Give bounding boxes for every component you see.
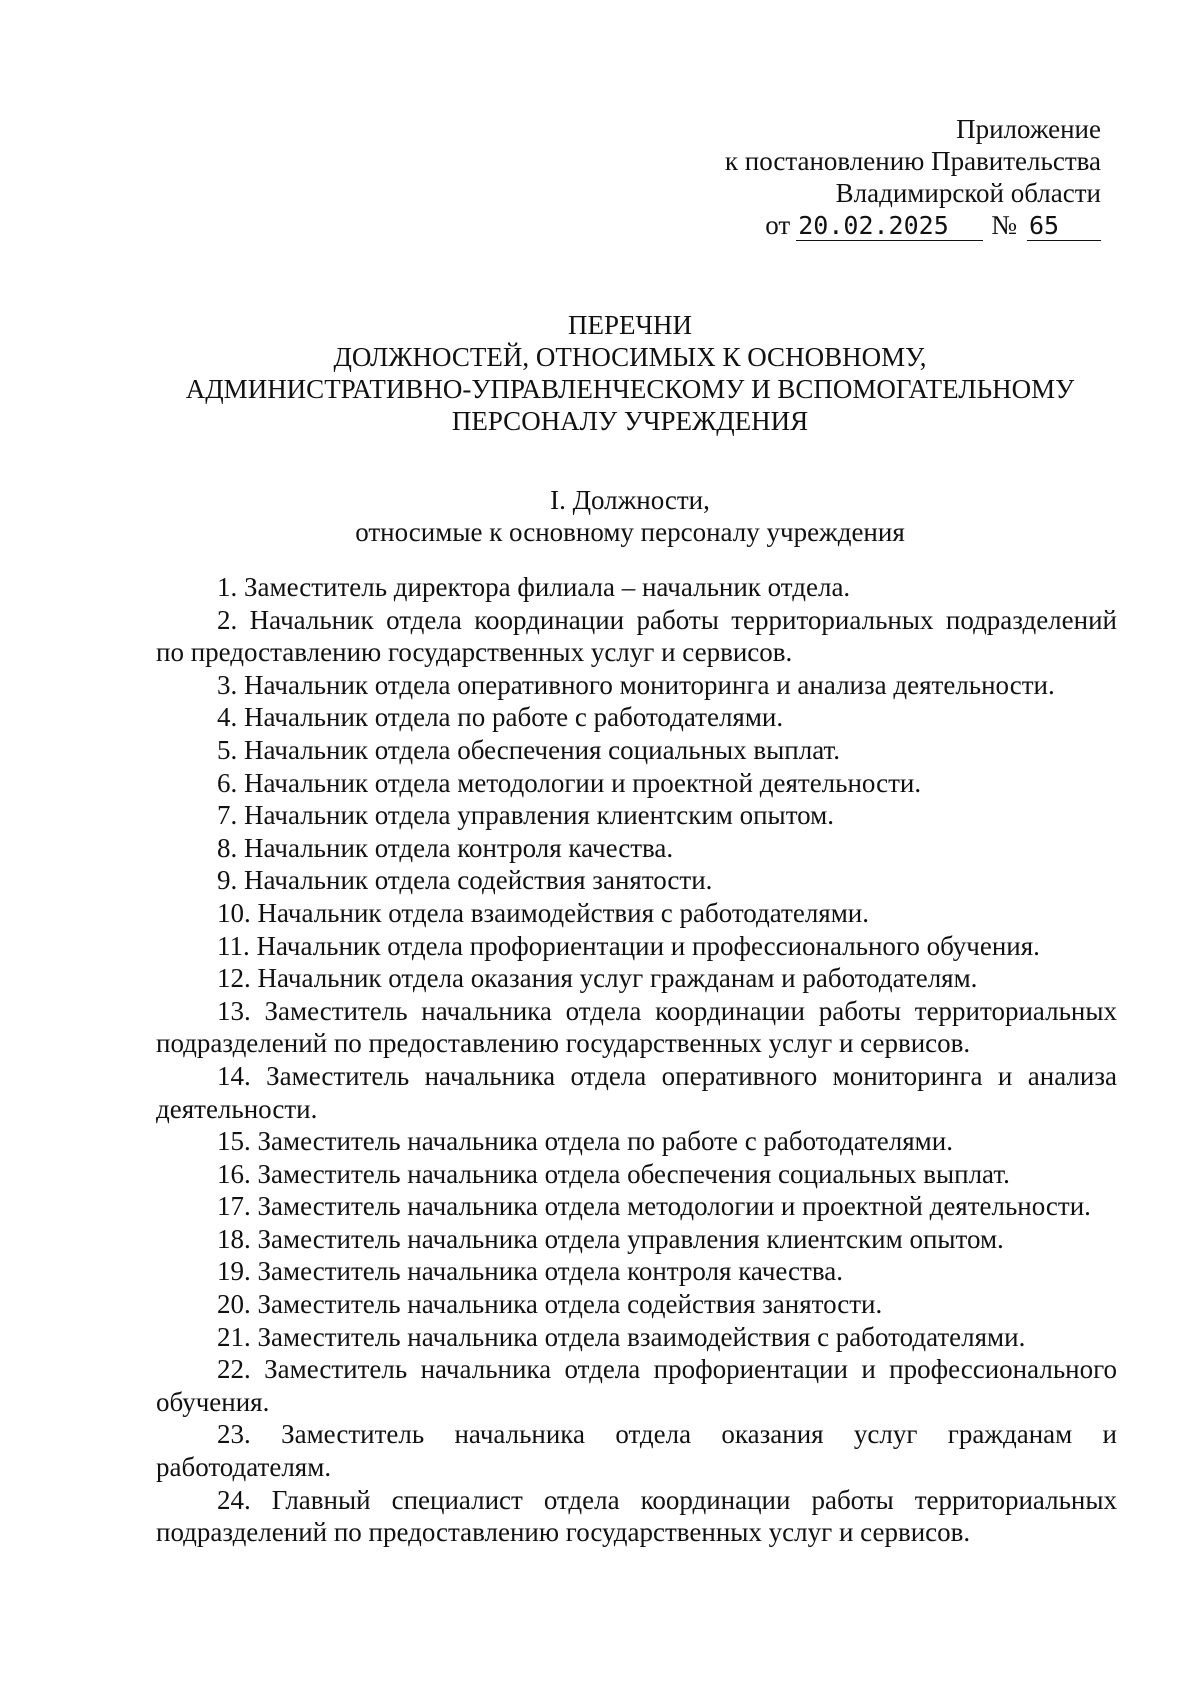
list-item: 15. Заместитель начальника отдела по работе с работодателями. [217,1126,953,1157]
list-item: 7. Начальник отдела управления клиентским опытом. [217,800,834,831]
list-item: 10. Начальник отдела взаимодействия с работодателями. [217,897,869,928]
list-item: 17. Заместитель начальника отдела методологии и проектной деятельности. [217,1191,1091,1222]
title-line-3: АДМИНИСТРАТИВНО-УПРАВЛЕНЧЕСКОМУ И ВСПОМОГАТЕЛЬНОМУ [185,374,1075,404]
appendix-block [501,113,1101,241]
appendix-region: Владимирской области [835,178,1101,208]
list-item: 6. Начальник отдела методологии и проектной деятельности. [217,767,922,798]
list-item: 4. Начальник отдела по работе с работодателями. [217,702,784,733]
resolution-date: 20.02.2025 [796,212,983,241]
list-item: 13. Заместитель начальника отдела координации работы территориальных подразделений по предоставлению государственных услуг и сервисов. [156,995,1117,1059]
list-item: 20. Заместитель начальника отдела содействия занятости. [217,1289,883,1320]
from-label: от [765,210,791,240]
list-item: 19. Заместитель начальника отдела контроля качества. [217,1256,843,1287]
list-item: 3. Начальник отдела оперативного мониторинга и анализа деятельности. [217,669,1055,700]
list-item: 11. Начальник отдела профориентации и профессионального обучения. [217,930,1040,961]
appendix-date-number-line [501,209,1101,241]
list-item: 5. Начальник отдела обеспечения социальных выплат. [217,734,841,765]
positions-list [156,571,1117,1549]
appendix-title: Приложение [956,114,1101,144]
list-item: 14. Заместитель начальника отдела оперативного мониторинга и анализа деятельности. [156,1060,1117,1124]
number-label: № [991,210,1017,240]
list-item: 2. Начальник отдела координации работы территориальных подразделений по предоставлению государственных услуг и сервисов. [156,604,1117,668]
title-line-2: ДОЛЖНОСТЕЙ, ОТНОСИМЫХ К ОСНОВНОМУ, [333,342,927,372]
appendix-resolution: к постановлению Правительства [724,146,1101,176]
list-item: 12. Начальник отдела оказания услуг гражданам и работодателям. [217,963,978,994]
list-item: 23. Заместитель начальника отдела оказания услуг гражданам и работодателям. [156,1419,1117,1483]
title-line-1: ПЕРЕЧНИ [567,310,693,340]
list-item: 22. Заместитель начальника отдела профориентации и профессионального обучения. [156,1354,1117,1417]
section-header [140,484,1120,548]
list-item: 8. Начальник отдела контроля качества. [217,832,674,863]
list-item: 1. Заместитель директора филиала – начальник отдела. [217,572,851,602]
section-heading: I. Должности, [550,485,710,515]
list-item: 21. Заместитель начальника отдела взаимодействия с работодателями. [217,1321,1026,1352]
section-subheading: относимые к основному персоналу учреждения [355,517,905,547]
list-item: 18. Заместитель начальника отдела управления клиентским опытом. [217,1223,1004,1254]
title-line-4: ПЕРСОНАЛУ УЧРЕЖДЕНИЯ [451,406,809,436]
list-item: 9. Начальник отдела содействия занятости. [217,865,713,896]
resolution-number: 65 [1027,212,1101,241]
list-item: 16. Заместитель начальника отдела обеспечения социальных выплат. [217,1158,1010,1189]
list-item: 24. Главный специалист отдела координации работы территориальных подразделений по предоставлению государственных услуг и сервисов. [156,1484,1117,1548]
document-title [140,309,1120,437]
